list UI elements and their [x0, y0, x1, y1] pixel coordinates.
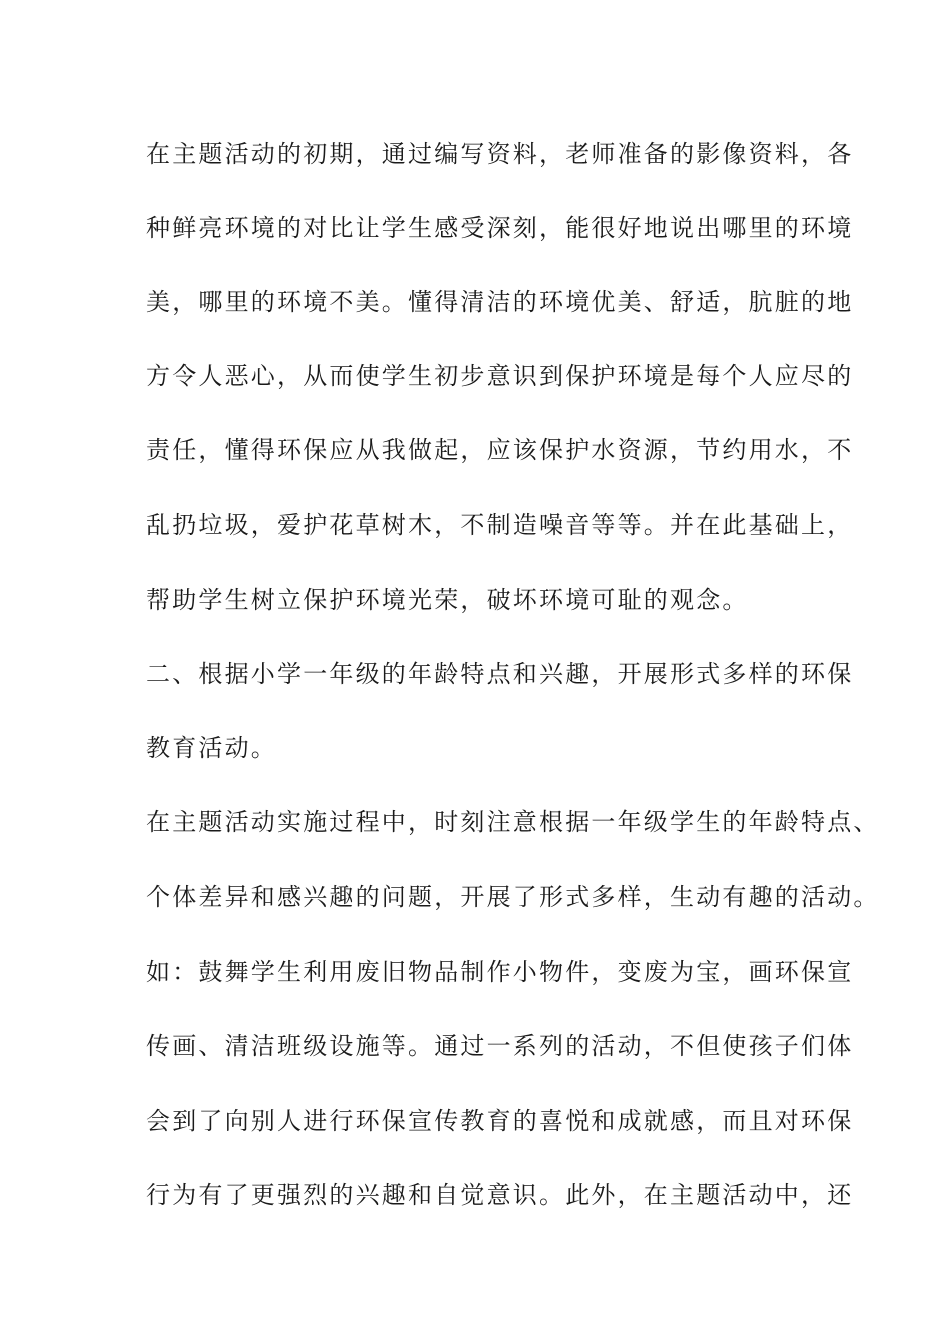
- text-line: 行为有了更强烈的兴趣和自觉意识。此外，在主题活动中，还: [146, 1181, 854, 1209]
- text-line: 传画、清洁班级设施等。通过一系列的活动，不但使孩子们体: [146, 1032, 854, 1060]
- text-line: 帮助学生树立保护环境光荣，破坏环境可耻的观念。: [146, 586, 749, 614]
- text-line: 在主题活动的初期，通过编写资料，老师准备的影像资料，各: [146, 140, 854, 168]
- text-line: 责任，懂得环保应从我做起，应该保护水资源，节约用水，不: [146, 436, 854, 464]
- text-line: 在主题活动实施过程中，时刻注意根据一年级学生的年龄特点、: [146, 808, 880, 836]
- text-line: 个体差异和感兴趣的问题，开展了形式多样，生动有趣的活动。: [146, 883, 880, 911]
- text-line: 种鲜亮环境的对比让学生感受深刻，能很好地说出哪里的环境: [146, 214, 854, 242]
- text-line: 如：鼓舞学生利用废旧物品制作小物件，变废为宝，画环保宣: [146, 958, 854, 986]
- section-heading-line: 二、根据小学一年级的年龄特点和兴趣，开展形式多样的环保: [146, 660, 854, 688]
- text-line: 方令人恶心，从而使学生初步意识到保护环境是每个人应尽的: [146, 362, 854, 390]
- section-heading-line: 教育活动。: [146, 734, 277, 762]
- text-line: 乱扔垃圾，爱护花草树木，不制造噪音等等。并在此基础上，: [146, 511, 854, 539]
- text-line: 会到了向别人进行环保宣传教育的喜悦和成就感，而且对环保: [146, 1107, 854, 1135]
- text-line: 美，哪里的环境不美。懂得清洁的环境优美、舒适，肮脏的地: [146, 288, 854, 316]
